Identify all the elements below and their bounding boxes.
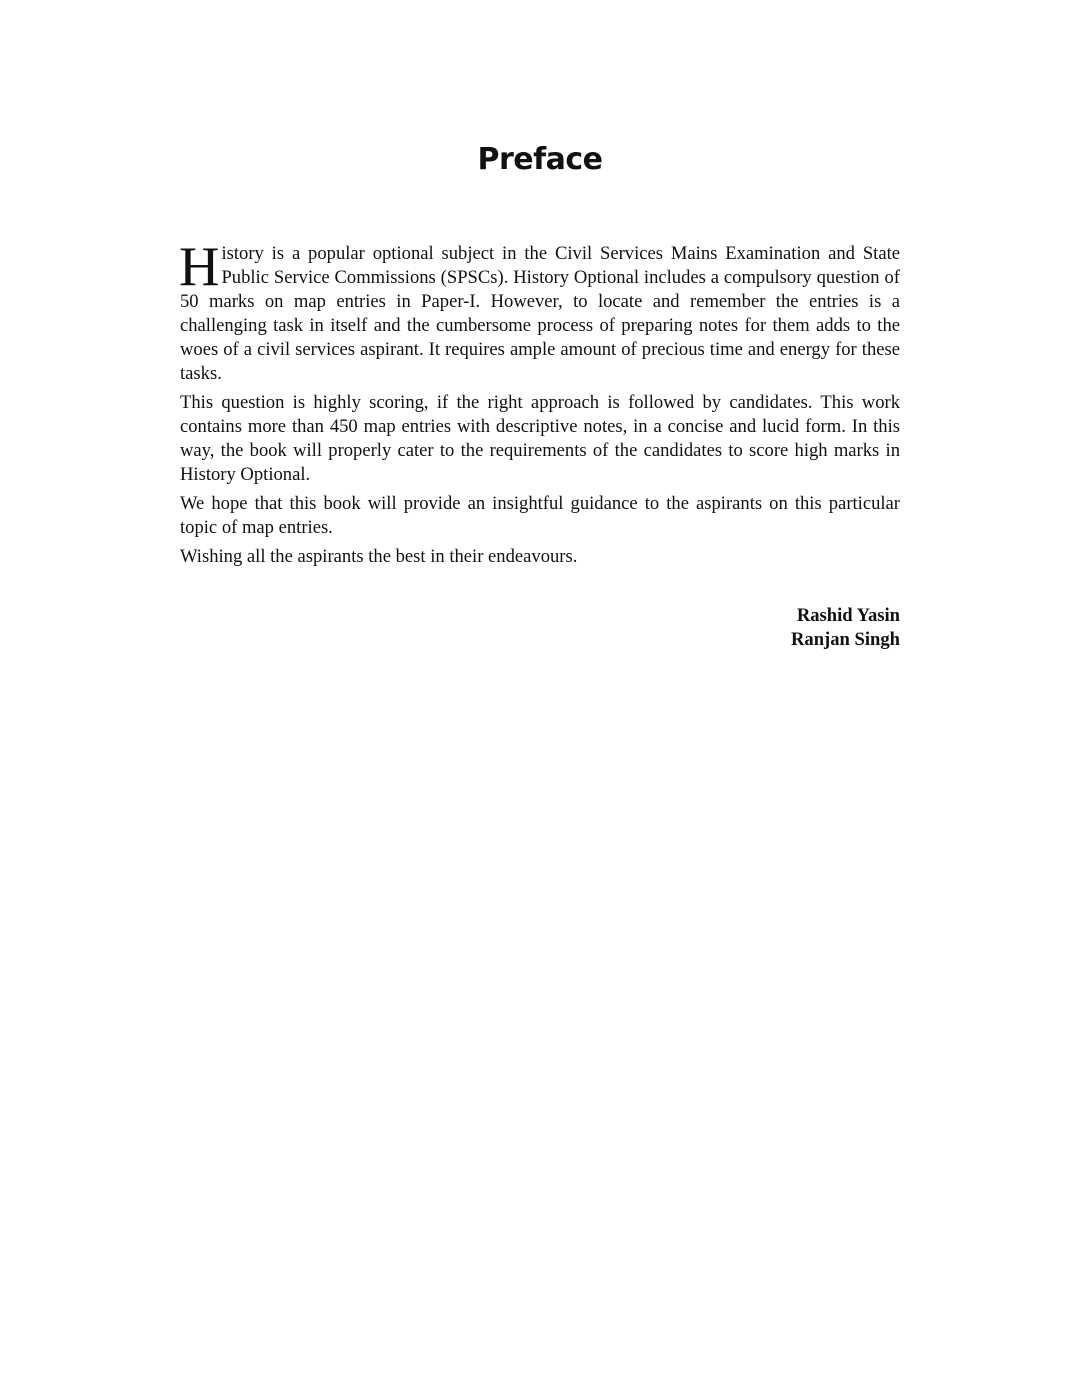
paragraph-1 xyxy=(179,236,900,386)
author-signature xyxy=(791,604,900,652)
paragraph-2: This question is highly scoring, if the right approach is followed by candidates. This work contains more than 450 map entries with descriptive notes, in a concise and lucid form. In this way, the book will properly cater to the requirements of the candidates to score high marks in History Optional. xyxy=(180,392,900,485)
paragraph-4: Wishing all the aspirants the best in their endeavours. xyxy=(180,546,578,567)
preface-body xyxy=(179,236,900,574)
author-name: Rashid Yasin xyxy=(796,605,900,626)
paragraph-3: We hope that this book will provide an insightful guidance to the aspirants on this particular topic of map entries. xyxy=(180,493,900,538)
author-name: Ranjan Singh xyxy=(790,629,900,650)
paragraph-1-text: istory is a popular optional subject in the Civil Services Mains Examination and State Public Service Commissions (SPSCs). History Optional includes a compulsory question of 50 marks on map entries in Paper-I. However, to locate and remember the entries is a challenging task in itself and the cumbersome process of preparing notes for them adds to the woes of a civil services aspirant. It requires ample amount of precious time and energy for these tasks. xyxy=(180,243,900,384)
page-title: Preface xyxy=(477,142,603,177)
drop-cap: H xyxy=(179,236,220,298)
